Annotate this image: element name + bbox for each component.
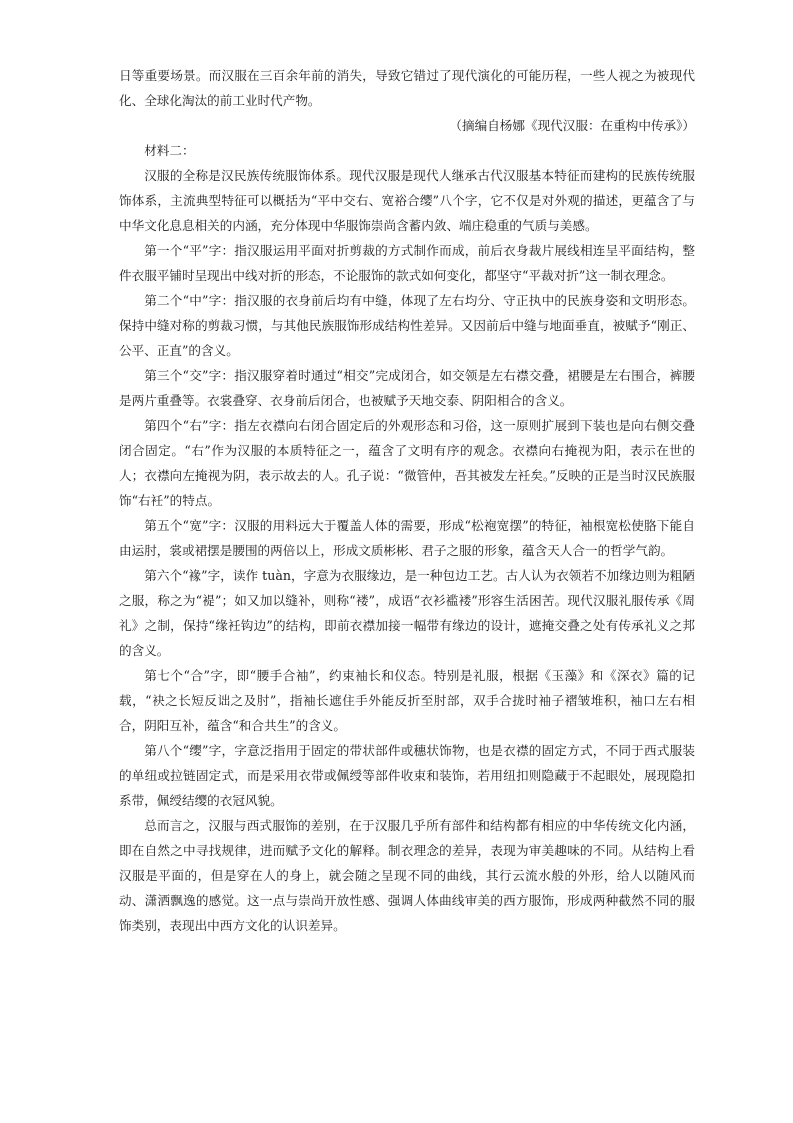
source-citation: （摘编自杨娜《现代汉服：在重构中传承》） [449, 118, 695, 133]
paragraph-he: 第七个“合”字，即“腰手合袖”，约束袖长和仪态。特别是礼服，根据《玉藻》和《深衣》篇的记载，“袂之长短反诎之及肘”，指袖长遮住手外能反折至肘部，双手合拢时袖子褶皱堆积，袖口左右相合，阴阳互补，蕴含“和合共生”的含义。 [119, 668, 695, 733]
paragraph-zhong: 第二个“中”字：指汉服的衣身前后均有中缝，体现了左右均分、守正执中的民族身姿和文明形态。保持中缝对称的剪裁习惯，与其他民族服饰形成结构性差异。又因前后中缝与地面垂直，被赋予“刚正、公平、正直”的含义。 [119, 293, 695, 358]
paragraph-tuan: 第六个“褖”字，读作 tuàn，字意为衣服缘边，是一种包边工艺。古人认为衣领若不加缘边则为粗陋之服，称之为“褆”；如又加以缝补，则称“褛”，成语“衣衫褴褛”形容生活困苦。现代汉服礼服传承《周礼》之制，保持“缘衽钩边”的结构，即前衣襟加接一幅带有缘边的设计，遮掩交叠之处有传承礼义之邦的含义。 [119, 568, 695, 658]
paragraph-ying: 第八个“缨”字，字意泛指用于固定的带状部件或穗状饰物，也是衣襟的固定方式，不同于西式服装的单纽或拉链固定式，而是采用衣带或佩绶等部件收束和装饰，若用纽扣则隐藏于不起眼处，展现隐扣系带，佩绶结缨的衣冠风貌。 [119, 743, 695, 808]
paragraph-conclusion: 总而言之，汉服与西式服饰的差别，在于汉服几乎所有部件和结构都有相应的中华传统文化内涵，即在自然之中寻找规律，进而赋予文化的解释。制衣理念的差异，表现为审美趣味的不同。从结构上看汉服是平面的，但是穿在人的身上，就会随之呈现不同的曲线，其行云流水般的外形，给人以随风而动、潇洒飘逸的感觉。这一点与崇尚开放性感、强调人体曲线审美的西方服饰，形成两种截然不同的服饰类别，表现出中西方文化的认识差异。 [119, 818, 695, 933]
paragraph-you: 第四个“右”字：指左衣襟向右闭合固定后的外观形态和习俗，这一原则扩展到下装也是向右侧交叠闭合固定。“右”作为汉服的本质特征之一，蕴含了文明有序的观念。衣襟向右掩视为阳，表示在世的人；衣襟向左掩视为阴，表示故去的人。孔子说：“微管仲，吾其被发左衽矣。”反映的正是当时汉民族服饰“右衽”的特点。 [119, 418, 695, 508]
document-page [119, 63, 695, 938]
paragraph-intro: 汉服的全称是汉民族传统服饰体系。现代汉服是现代人继承古代汉服基本特征而建构的民族传统服饰体系，主流典型特征可以概括为“平中交右、宽裕合缨”八个字，它不仅是对外观的描述，更蕴含了与中华文化息息相关的内涵，充分体现中华服饰崇尚含蓄内敛、端庄稳重的气质与美感。 [119, 168, 695, 233]
material-heading: 材料二： [144, 143, 195, 158]
paragraph-jiao: 第三个“交”字：指汉服穿着时通过“相交”完成闭合，如交领是左右襟交叠，裙腰是左右围合，裤腰是两片重叠等。衣裳叠穿、衣身前后闭合，也被赋予天地交泰、阴阳相合的含义。 [119, 368, 695, 408]
paragraph-ping: 第一个“平”字：指汉服运用平面对折剪裁的方式制作而成，前后衣身裁片展线相连呈平面结构，整件衣服平铺时呈现出中线对折的形态，不论服饰的款式如何变化，都坚守“平裁对折”这一制衣理念。 [119, 243, 695, 283]
paragraph-continued: 日等重要场景。而汉服在三百余年前的消失，导致它错过了现代演化的可能历程，一些人视之为被现代化、全球化淘汰的前工业时代产物。 [119, 68, 695, 108]
paragraph-kuan: 第五个“宽”字：汉服的用料远大于覆盖人体的需要，形成“松袍宽摆”的特征，袖根宽松使胳下能自由运肘，裳或裙摆是腰围的两倍以上，形成文质彬彬、君子之服的形象，蕴含天人合一的哲学气韵。 [119, 518, 695, 558]
